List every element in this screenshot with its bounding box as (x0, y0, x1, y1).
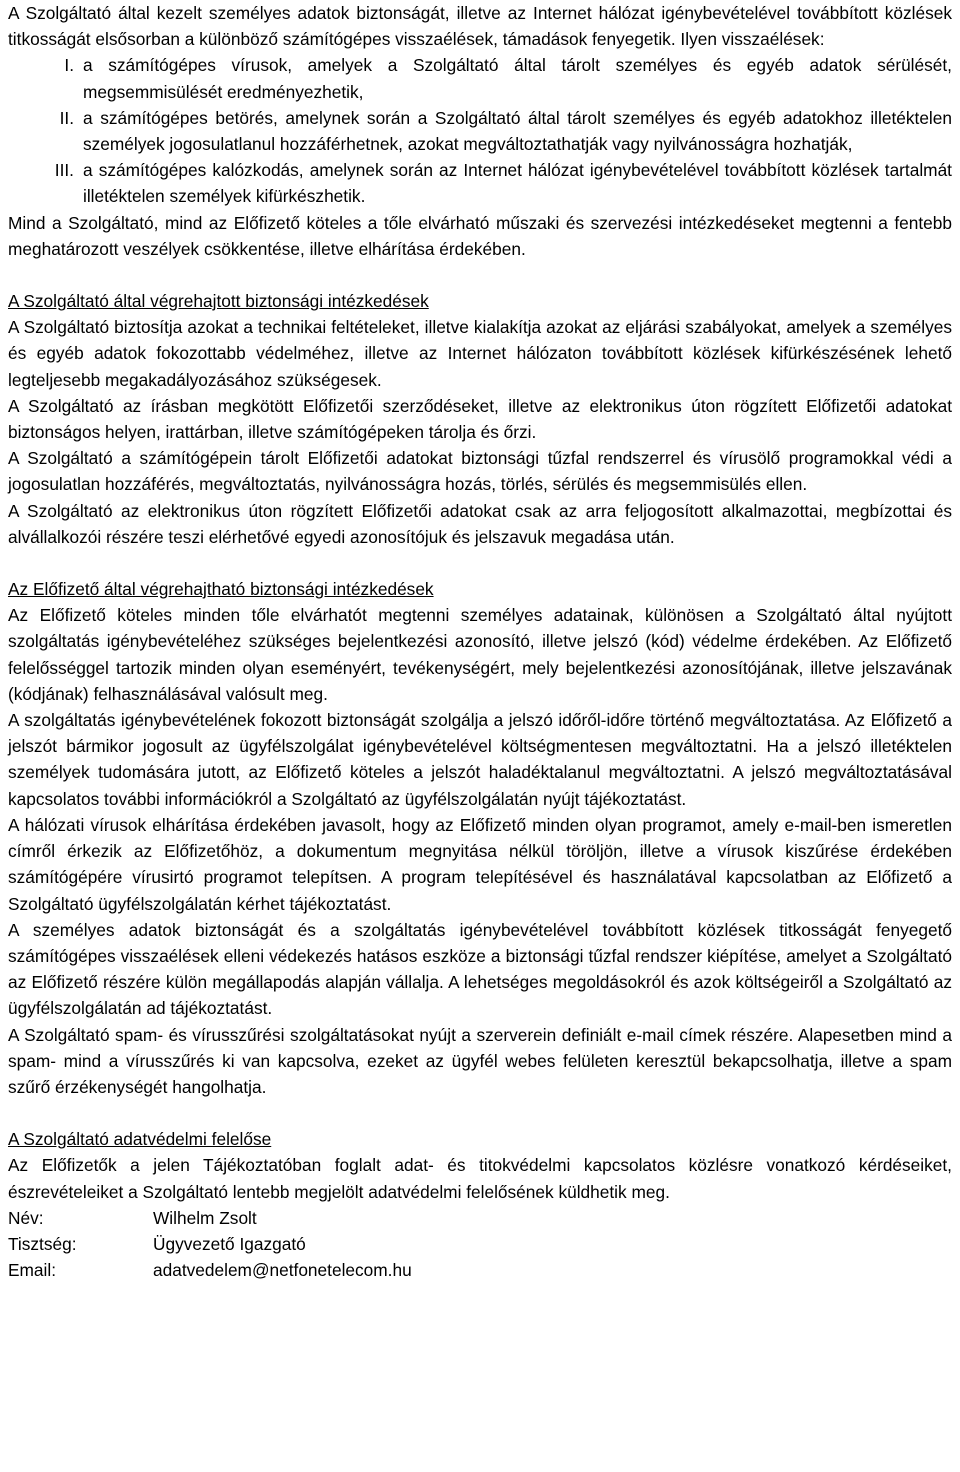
paragraph: Az Előfizetők a jelen Tájékoztatóban foglalt adat- és titokvédelmi kapcsolatos közlésre vonatkozó kérdéseiket, észrevételeiket a Szolgáltató lentebb megjelölt adatvédelmi felelősének küldhetik meg. (8, 1155, 952, 1202)
contact-label-email: Email: (8, 1260, 57, 1281)
paragraph: A Szolgáltató az írásban megkötött Előfizetői szerződéseket, illetve az elektronikus úton rögzített Előfizetői adatokat biztonságos helyen, irattárban, illetve számítógépeken tárolja és őrzi. (8, 395, 952, 443)
contact-value-name: Wilhelm Zsolt (153, 1207, 257, 1228)
contact-value-email: adatvedelem@netfonetelecom.hu (153, 1260, 412, 1281)
section-heading-subscriber-measures: Az Előfizető által végrehajtható biztonsági intézkedések (8, 579, 434, 600)
list-item (8, 105, 952, 157)
intro-paragraph: A Szolgáltató által kezelt személyes adatok biztonságát, illetve az Internet hálózat igénybevételével továbbított közlések titkosságát elsősorban a különböző számítógépes visszaélések, támadások fenyegetik. Ilyen visszaélések: (8, 3, 952, 50)
threat-list (8, 52, 952, 209)
contact-label-name: Név: (8, 1207, 44, 1228)
paragraph: Az Előfizető köteles minden tőle elvárhatót megtenni személyes adatainak, különösen a Szolgáltató által nyújtott szolgáltatás igénybevételéhez szükséges bejelentkezési azonosító, illetve jelszó (kód) védelme érdekében. Az Előfizető felelősséggel tartozik minden olyan eseményért, tevékenységért, mely bejelentkezési azonosítójának, illetve jelszavának (kódjának) felhasználásával valósult meg. (8, 605, 952, 704)
list-item-number: I. (64, 55, 74, 76)
list-item-text: a számítógépes kalózkodás, amelynek során az Internet hálózat igénybevételével továbbított közlések tartalmát illetéktelen személyek kifürkészhetik. (83, 160, 952, 207)
paragraph: A Szolgáltató a számítógépein tárolt Előfizetői adatokat biztonsági tűzfal rendszerrel és vírusölő programokkal védi a jogosulatlan hozzáférés, megváltoztatás, nyilvánosságra hozás, törlés, sérülés és megsemmisülés ellen. (8, 448, 952, 495)
paragraph: A személyes adatok biztonságát és a szolgáltatás igénybevételével továbbított közlések titkosságát fenyegető számítógépes visszaélések elleni védekezés hatásos eszköze a biztonsági tűzfal rendszer kiépítése, amelyet a Szolgáltató az Előfizető részére külön megállapodás alapján vállalja. A lehetséges megoldásokról és azok költségeiről a Szolgáltató az ügyfélszolgálatán ad tájékoztatást. (8, 919, 952, 1019)
paragraph: A Szolgáltató spam- és vírusszűrési szolgáltatásokat nyújt a szerverein definiált e-mail címek részére. Alapesetben mind a spam- mind a vírusszűrés ki van kapcsolva, ezeket az ügyfél webes felületen keresztül bekapcsolhatja, illetve a spam szűrő érzékenységét hangolhatja. (8, 1024, 952, 1097)
intro-conclusion: Mind a Szolgáltató, mind az Előfizető köteles a tőle elvárható műszaki és szervezési intézkedéseket megtenni a fentebb meghatározott veszélyek csökkentése, illetve elhárítása érdekében. (8, 212, 952, 259)
paragraph: A szolgáltatás igénybevételének fokozott biztonságát szolgálja a jelszó időről-időre történő megváltoztatása. Az Előfizető a jelszót bármikor jogosult az ügyfélszolgálat igénybevételével költségmentesen megváltoztatni. Ha a jelszó illetéktelen személyek tudomására jutott, az Előfizető köteles a jelszót haladéktalanul megváltoztatni. A jelszó megváltoztatásával kapcsolatos további információkról a Szolgáltató az ügyfélszolgálatán nyújt tájékoztatást. (8, 710, 952, 809)
contact-label-title: Tisztség: (8, 1233, 77, 1254)
spacer (8, 550, 952, 576)
contact-details (8, 1205, 952, 1284)
spacer (8, 1100, 952, 1126)
list-item (8, 52, 952, 104)
spacer (8, 262, 952, 288)
paragraph: A hálózati vírusok elhárítása érdekében javasolt, hogy az Előfizető minden olyan programot, amely e-mail-ben ismeretlen címről érkezik az Előfizetőhöz, a dokumentum megnyitása nélkül töröljön, illetve a vírusok kiszűrése érdekében számítógépére vírusirtó programot telepítsen. A program telepítésével és használatával kapcsolatban az Előfizető a Szolgáltató ügyfélszolgálatán kérhet tájékoztatást. (8, 814, 952, 914)
paragraph: A Szolgáltató az elektronikus úton rögzített Előfizetői adatokat csak az arra feljogosított alkalmazottai, megbízottai és alvállalkozói részére teszi elérhetővé egyedi azonosítójuk és jelszavuk megadása után. (8, 500, 952, 547)
list-item-text: a számítógépes betörés, amelynek során a Szolgáltató által tárolt személyes és egyéb adatokhoz illetéktelen személyek jogosulatlanul hozzáférhetnek, azokat megváltoztathatják vagy nyilvánosságra hozhatják, (83, 107, 952, 155)
contact-value-title: Ügyvezető Igazgató (153, 1233, 306, 1254)
list-item-number: III. (54, 160, 74, 181)
section-heading-provider-measures: A Szolgáltató által végrehajtott biztonsági intézkedések (8, 291, 429, 312)
section-heading-data-protection-officer: A Szolgáltató adatvédelmi felelőse (8, 1129, 272, 1150)
list-item-number: II. (59, 107, 74, 128)
paragraph: A Szolgáltató biztosítja azokat a technikai feltételeket, illetve kialakítja azokat az eljárási szabályokat, amelyek a személyes és egyéb adatok fokozottabb védelméhez, illetve az Internet hálózaton továbbított közlések kifürkészésének lehető legteljesebb megakadályozásához szükségesek. (8, 317, 952, 390)
list-item (8, 157, 952, 209)
list-item-text: a számítógépes vírusok, amelyek a Szolgáltató által tárolt személyes és egyéb adatok sérülését, megsemmisülését eredményezhetik, (83, 55, 952, 102)
